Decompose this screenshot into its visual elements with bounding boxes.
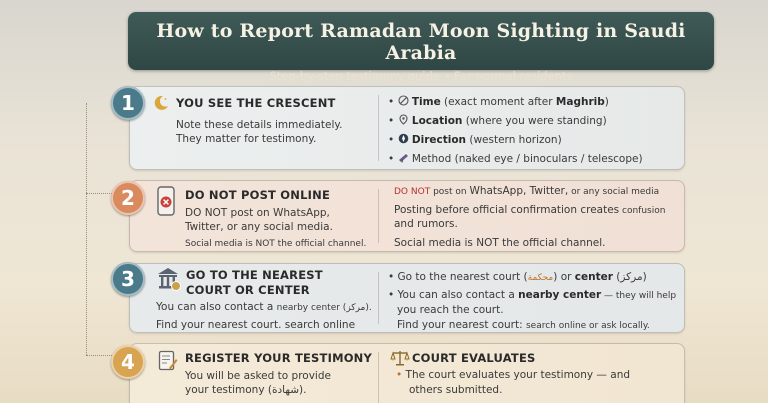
right-text-3b-line2: you reach the court. bbox=[397, 304, 504, 316]
right-text-2b: and rumors. bbox=[394, 218, 458, 230]
step-text-3a-main: You can also contact a bbox=[156, 301, 277, 313]
right-3b-small: — they will help bbox=[601, 291, 677, 301]
right-3a-bold: center bbox=[574, 271, 613, 283]
step-text-1b: They matter for testimony. bbox=[176, 133, 317, 145]
step-text-4b: your testimony (شهادة). bbox=[185, 384, 307, 396]
right-3b-bold: nearby center bbox=[518, 289, 602, 301]
maghrib-highlight: Maghrib bbox=[555, 96, 605, 108]
step-number-badge-4: 4 bbox=[111, 345, 145, 379]
warning-small: or any social media bbox=[568, 187, 660, 197]
step-heading-1: YOU SEE THE CRESCENT bbox=[176, 96, 336, 110]
step-text-2a: DO NOT post on WhatsApp, bbox=[185, 207, 330, 219]
detail-time: • Time (exact moment after Maghrib) bbox=[388, 96, 609, 108]
bullet-dot: • bbox=[396, 369, 403, 381]
document-pen-icon bbox=[158, 350, 178, 372]
location-pin-icon bbox=[398, 114, 409, 125]
header-banner bbox=[128, 12, 714, 83]
detail-direction-label: Direction bbox=[411, 134, 467, 146]
card-divider bbox=[378, 352, 379, 403]
right-3c-small: search online or ask locally. bbox=[525, 321, 650, 331]
detail-direction-text: (western horizon) bbox=[466, 134, 562, 146]
right-text-2a-small: confusion bbox=[619, 206, 666, 216]
step-text-3b: Find your nearest court. search online bbox=[156, 319, 356, 331]
card-divider bbox=[378, 189, 379, 243]
card-divider bbox=[378, 95, 379, 161]
phone-no-posting-icon bbox=[156, 186, 176, 216]
step-number-badge-1: 1 bbox=[111, 86, 145, 120]
step-number-badge-2: 2 bbox=[111, 181, 145, 215]
right-note-2: Social media is NOT the official channel. bbox=[394, 237, 606, 249]
right-text-4a bbox=[396, 369, 630, 381]
detail-direction: • Direction (western horizon) bbox=[388, 134, 562, 146]
right-text-3a: • Go to the nearest court (محكمة) or center (مركز) bbox=[388, 271, 647, 283]
detail-location: • Location (where you were standing) bbox=[388, 115, 607, 127]
warning-mid: post on bbox=[430, 187, 470, 197]
right-text-3c bbox=[397, 318, 650, 333]
step-text-2b: Twitter, or any social media. bbox=[185, 221, 333, 233]
detail-location-text: (where you were standing) bbox=[462, 115, 607, 127]
right-3c-main: Find your nearest court: bbox=[397, 319, 526, 331]
right-3a-c: (مركز) bbox=[612, 271, 647, 283]
right-3a-a: Go to the nearest court ( bbox=[397, 271, 528, 283]
detail-time-label: Time bbox=[411, 96, 441, 108]
detail-time-end: ) bbox=[604, 96, 609, 108]
page-title: How to Report Ramadan Moon Sighting in Saudi Arabia bbox=[156, 20, 686, 64]
right-text-2a-main: Posting before official confirmation creates bbox=[394, 204, 620, 216]
right-heading-4: COURT EVALUATES bbox=[412, 351, 536, 365]
right-3a-b: ) or bbox=[553, 271, 575, 283]
step-heading-2: DO NOT POST ONLINE bbox=[185, 188, 330, 202]
step-text-3a bbox=[156, 300, 372, 315]
clock-icon bbox=[398, 95, 409, 106]
detail-method-text: Method (naked eye / binoculars / telescope) bbox=[411, 153, 643, 165]
warning-line bbox=[394, 184, 659, 199]
connector-branch bbox=[86, 355, 112, 356]
crescent-moon-icon bbox=[152, 94, 170, 112]
step-heading-3b: COURT OR CENTER bbox=[186, 283, 310, 297]
step-text-1a: Note these details immediately. bbox=[176, 119, 343, 131]
right-text-3b: • You can also contact a nearby center — they will help bbox=[388, 289, 677, 301]
step-number-badge-3: 3 bbox=[111, 262, 145, 296]
step-heading-3a: GO TO THE NEAREST bbox=[186, 268, 323, 282]
card-divider bbox=[378, 272, 379, 324]
telescope-icon bbox=[398, 152, 409, 163]
warning-bold: WhatsApp, Twitter, bbox=[469, 185, 569, 197]
step-text-4a: You will be asked to provide bbox=[185, 370, 331, 382]
right-3b-a: You can also contact a bbox=[397, 289, 519, 301]
detail-time-text: (exact moment after bbox=[440, 96, 556, 108]
warning-red: DO NOT bbox=[394, 187, 431, 197]
step-note-2: Social media is NOT the official channel. bbox=[185, 239, 367, 249]
connector-branch bbox=[86, 193, 112, 194]
balance-scale-icon bbox=[390, 350, 410, 366]
step-heading-4: REGISTER YOUR TESTIMONY bbox=[185, 351, 373, 365]
detail-method: • Method (naked eye / binoculars / telescope) bbox=[388, 153, 643, 165]
right-text-4a-text: The court evaluates your testimony — and bbox=[405, 369, 631, 381]
page-subtitle: Step-by-step testimony guide • For normal residents bbox=[269, 69, 573, 83]
right-3a-arabic: محكمة bbox=[527, 273, 554, 283]
step-text-3a-small: nearby center (مركز). bbox=[276, 303, 372, 313]
step-connector bbox=[86, 103, 128, 355]
right-text-4b: others submitted. bbox=[409, 384, 503, 396]
compass-icon bbox=[398, 133, 409, 144]
right-text-2a bbox=[394, 203, 665, 218]
court-building-icon bbox=[156, 266, 182, 292]
detail-location-label: Location bbox=[411, 115, 463, 127]
